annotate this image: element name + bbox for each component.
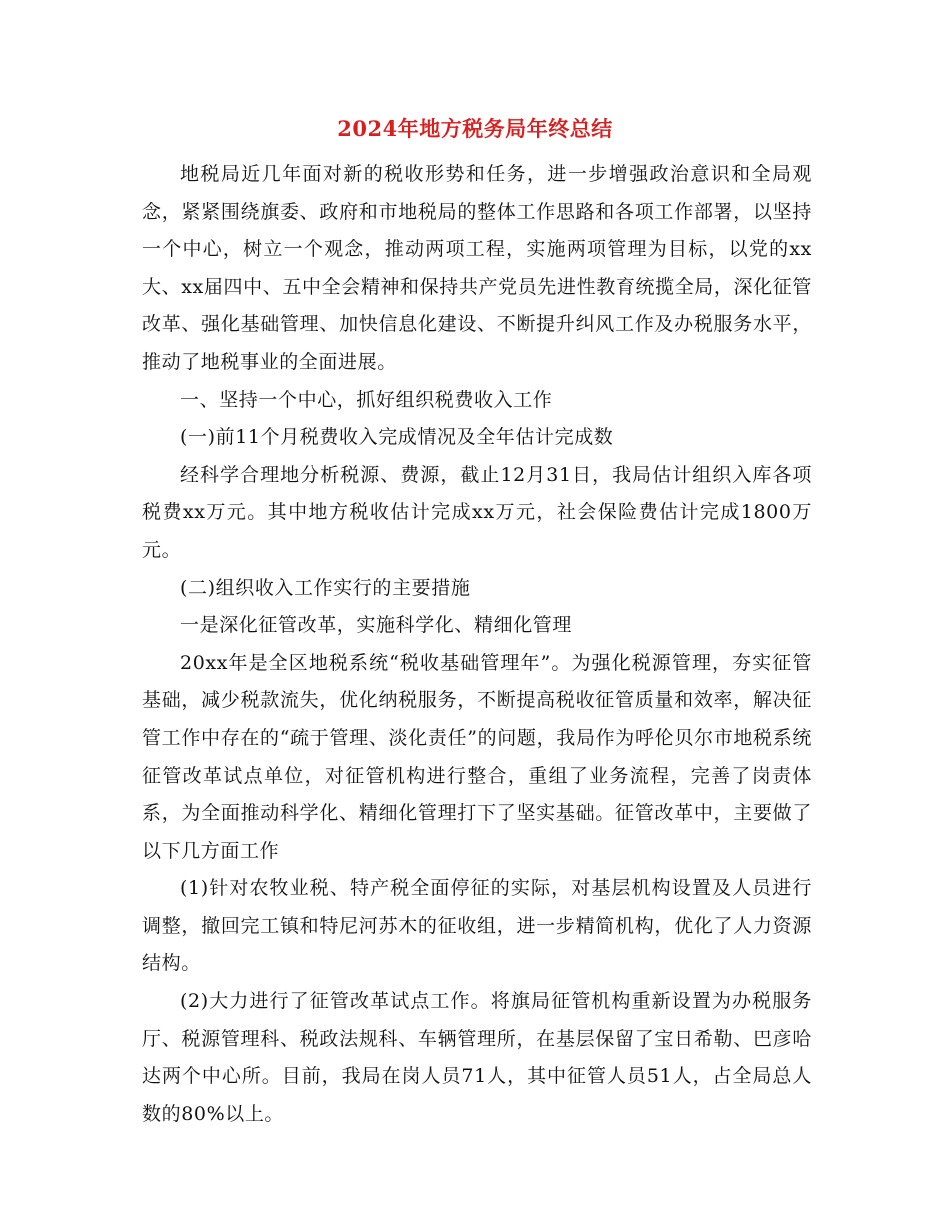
intro-paragraph: 地税局近几年面对新的税收形势和任务，进一步增强政治意识和全局观念，紧紧围绕旗委、政府和市地税局的整体工作思路和各项工作部署，以坚持一个中心，树立一个观念，推动两项工程，实施两项管理为目标，以党的xx大、xx届四中、五中全会精神和保持共产党员先进性教育统揽全局，深化征管改革、强化基础管理、加快信息化建设、不断提升纠风工作及办税服务水平，推动了地税事业的全面进展。: [142, 163, 812, 373]
revenue-paragraph: 经科学合理地分析税源、费源，截止12月31日，我局估计组织入库各项税费xx万元。其中地方税收估计完成xx万元，社会保险费估计完成1800万元。: [142, 463, 812, 561]
subsection-heading-1: (一)前11个月税费收入完成情况及全年估计完成数: [180, 426, 614, 449]
document-body: [142, 156, 812, 1133]
measure-heading-1: 一是深化征管改革，实施科学化、精细化管理: [180, 614, 573, 637]
item-paragraph-1: (1)针对农牧业税、特产税全面停征的实际，对基层机构设置及人员进行调整，撤回完工镇和特尼河苏木的征收组，进一步精简机构，优化了人力资源结构。: [142, 877, 812, 975]
reform-paragraph: 20xx年是全区地税系统“税收基础管理年”。为强化税源管理，夯实征管基础，减少税款流失，优化纳税服务，不断提高税收征管质量和效率，解决征管工作中存在的“疏于管理、淡化责任”的问题，我局作为呼伦贝尔市地税系统征管改革试点单位，对征管机构进行整合，重组了业务流程，完善了岗责体系，为全面推动科学化、精细化管理打下了坚实基础。征管改革中，主要做了以下几方面工作: [142, 651, 812, 862]
subsection-heading-2: (二)组织收入工作实行的主要措施: [180, 576, 471, 599]
document-title: 2024年地方税务局年终总结: [337, 116, 613, 141]
item-paragraph-2: (2)大力进行了征管改革试点工作。将旗局征管机构重新设置为办税服务厅、税源管理科、税政法规科、车辆管理所，在基层保留了宝日希勒、巴彦哈达两个中心所。目前，我局在岗人员71人，其中征管人员51人，占全局总人数的80%以上。: [142, 990, 812, 1125]
section-heading-1: 一、坚持一个中心，抓好组织税费收入工作: [180, 388, 553, 411]
